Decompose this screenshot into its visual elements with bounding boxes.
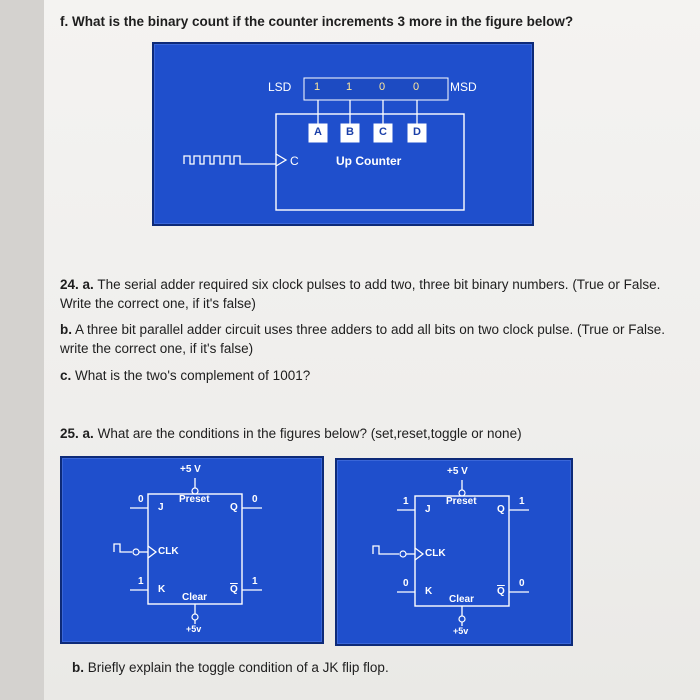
ff2-clear: Clear (449, 594, 475, 605)
lsd-label: LSD (268, 80, 292, 94)
bit-2: 1 (346, 81, 353, 93)
ff1-qbar-value: 1 (252, 576, 258, 587)
msd-label: MSD (450, 80, 477, 94)
output-c-label: C (379, 126, 387, 138)
output-d-label: D (413, 126, 421, 138)
ff2-k-value: 0 (403, 578, 409, 589)
jk-flipflop-figure-2 (335, 458, 573, 646)
counter-wiring (154, 44, 532, 224)
ff1-preset: Preset (179, 494, 210, 505)
ff1-clear: Clear (182, 592, 208, 603)
bit-1: 1 (314, 81, 321, 93)
output-a-label: A (314, 126, 322, 138)
counter-figure (152, 42, 534, 226)
question-25a-text: What are the conditions in the figures below? (set,reset,toggle or none) (97, 426, 522, 441)
ff1-clk-label: CLK (158, 546, 179, 557)
ff2-vcc: +5 V (447, 466, 468, 477)
question-24a-line1: The serial adder required six clock pulses to add two, three bit binary numbers. (True or False. (97, 277, 661, 292)
ff1-k-label: K (158, 584, 166, 595)
question-24b-label: b. (60, 322, 72, 337)
question-25a (60, 424, 522, 443)
question-25a-label: a. (82, 426, 94, 441)
question-24-number: 24. (60, 277, 79, 292)
flipflop-2-wiring (337, 460, 571, 644)
bit-4: 0 (413, 81, 420, 93)
bit-3: 0 (379, 81, 386, 93)
ff2-vbottom: +5v (453, 626, 469, 636)
question-f (60, 12, 573, 31)
ff1-vbottom: +5v (186, 624, 202, 634)
output-b-label: B (346, 126, 354, 138)
ff1-qbar-label: $\overline{Q}$ (230, 584, 238, 595)
ff2-clk-label: CLK (425, 548, 446, 559)
bits-box (304, 78, 448, 100)
ff2-j-label: J (425, 504, 431, 515)
ff2-preset: Preset (446, 496, 477, 507)
ff2-qbar-value: 0 (519, 578, 525, 589)
question-24c-text: What is the two's complement of 1001? (75, 368, 311, 383)
ff1-vcc: +5 V (180, 464, 201, 475)
question-24c (60, 366, 310, 385)
ff2-k-label: K (425, 586, 433, 597)
ff2-q-value: 1 (519, 496, 525, 507)
question-24a-label: a. (82, 277, 94, 292)
question-24b (60, 320, 665, 358)
question-25b-text: Briefly explain the toggle condition of a JK flip flop. (87, 660, 389, 675)
ff1-j-label: J (158, 502, 164, 513)
clock-pulse-train (184, 156, 276, 164)
clock-triangle (276, 154, 286, 166)
flipflop-1-wiring (62, 458, 322, 642)
question-25b-label: b. (72, 660, 84, 675)
page-left-edge (0, 0, 44, 700)
ff1-q-label: Q (230, 502, 238, 513)
question-f-label: f. (60, 14, 69, 29)
question-24c-label: c. (60, 368, 72, 383)
ff2-qbar-label: $\overline{Q}$ (497, 586, 505, 597)
ff2-j-value: 1 (403, 496, 409, 507)
question-24b-line2: write the correct one, if it's false) (60, 341, 254, 356)
question-25b (72, 658, 389, 677)
question-25-number: 25. (60, 426, 79, 441)
question-f-text: What is the binary count if the counter increments 3 more in the figure below? (72, 14, 574, 29)
ff1-q-value: 0 (252, 494, 258, 505)
question-24a (60, 275, 660, 313)
clock-input-label: C (290, 154, 299, 168)
ff2-q-label: Q (497, 504, 505, 515)
question-24b-line1: A three bit parallel adder circuit uses three adders to add all bits on two clock pulse. (True or False. (75, 322, 666, 337)
ff1-j-value: 0 (138, 494, 144, 505)
question-24a-line2: Write the correct one, if it's false) (60, 296, 256, 311)
ff1-k-value: 1 (138, 576, 144, 587)
up-counter-label: Up Counter (336, 154, 402, 168)
jk-flipflop-figure-1 (60, 456, 324, 644)
